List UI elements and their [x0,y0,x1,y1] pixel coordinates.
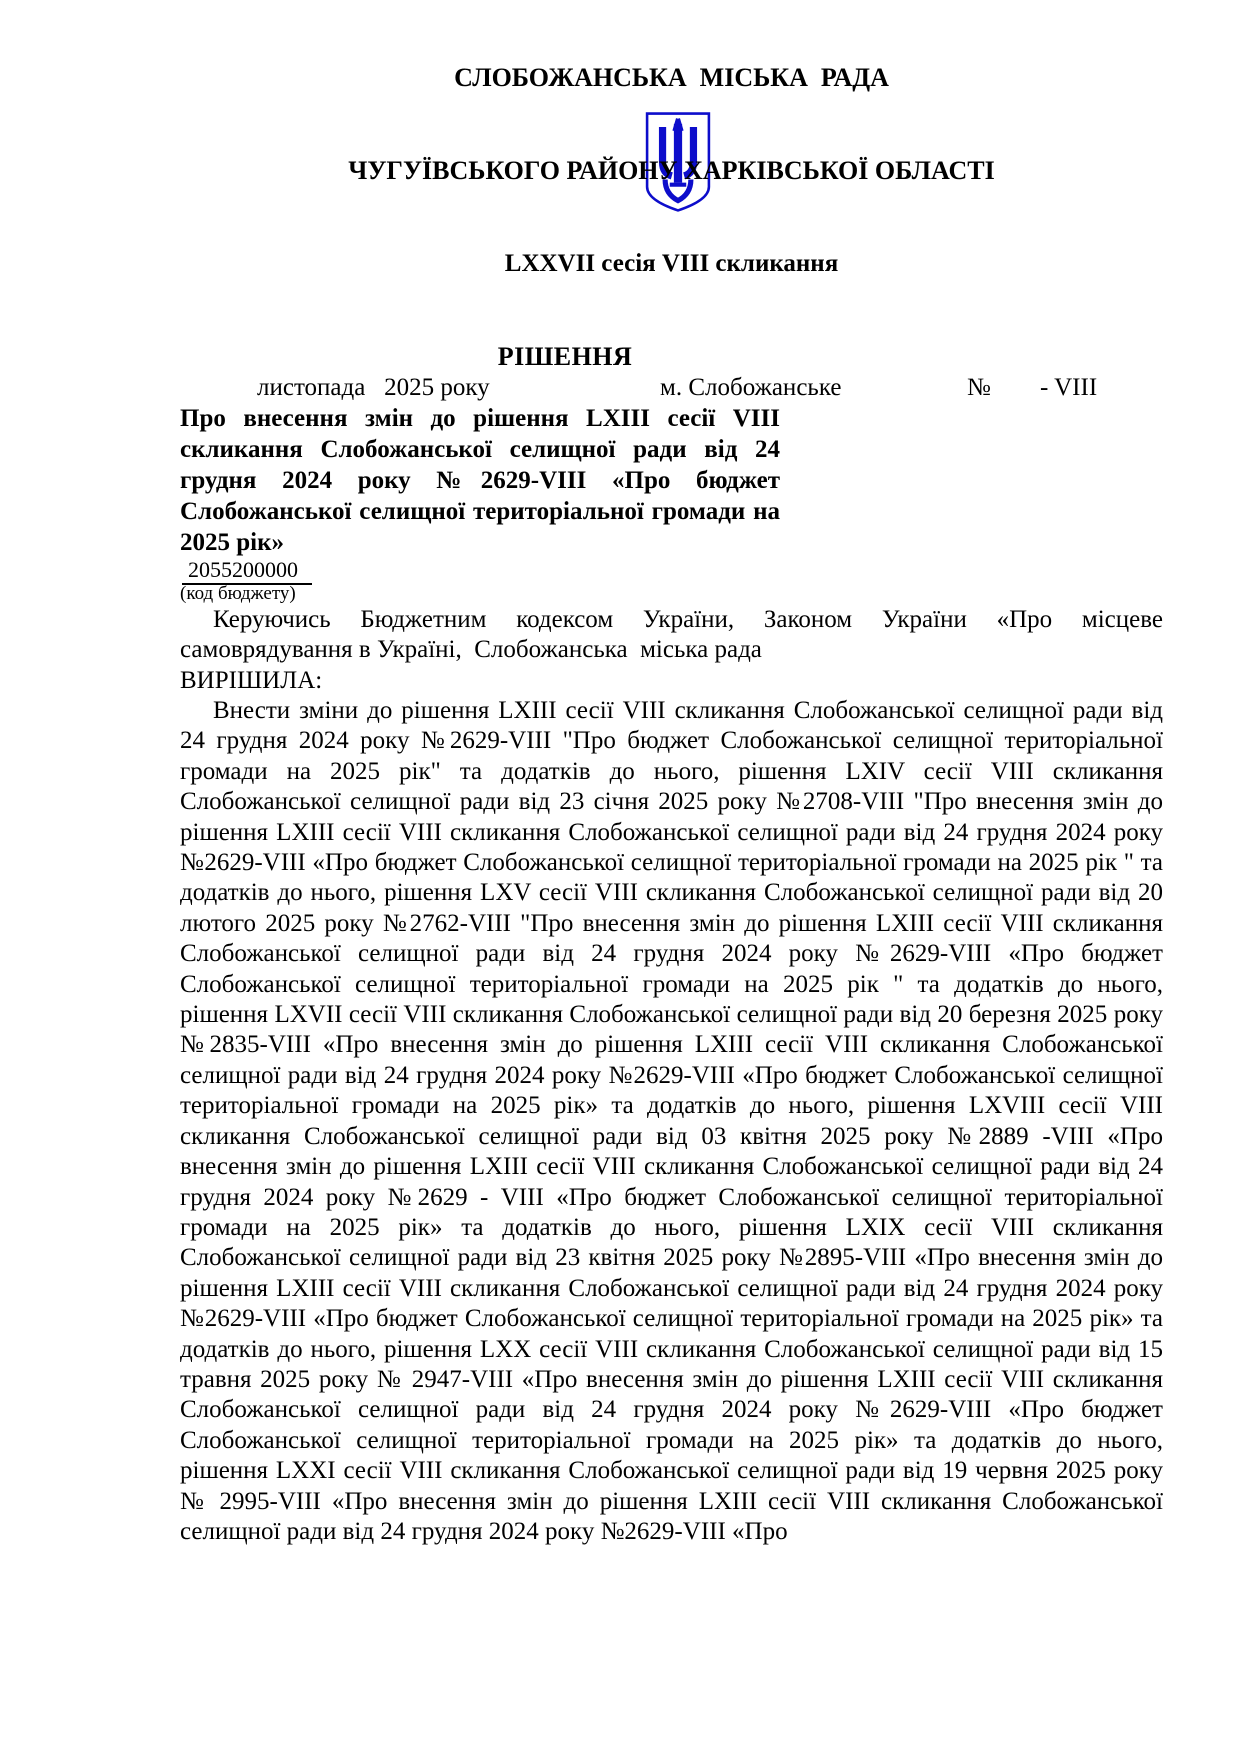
preamble-line-2: самоврядування в Україні, Слобожанська міська рада [180,636,762,663]
number-sign: № [967,374,991,401]
decision-subject-paragraph: Про внесення змін до рішення LXIII сесії VIII скликання Слобожанської селищної ради від 24 грудня 2024 року №2629-VIII «Про бюджет Слобожанської селищної територіальної громади на 2025 рік» [180,405,780,556]
budget-code-value: 2055200000 [182,557,312,585]
document-content-column [180,0,1163,1547]
budget-code-block [180,558,1163,582]
decision-body-paragraph: Внести зміни до рішення LXIII сесії VIII скликання Слобожанської селищної ради від 24 грудня 2024 року №2629-VIII "Про бюджет Слобожанської селищної територіальної громади на 2025 рік" та додатків до нього, рішення LXIV сесії VIII скликання Слобожанської селищної ради від 23 січня 2025 року №2708-VIII "Про внесення змін до рішення LXIII сесії VIII скликання Слобожанської селищної ради від 24 грудня 2024 року №2629-VIII «Про бюджет Слобожанської селищної територіальної громади на 2025 рік " та додатків до нього, рішення LXV сесії VIII скликання Слобожанської селищної ради від 20 лютого 2025 року №2762-VIII "Про внесення змін до рішення LXIII сесії VIII скликання Слобожанської селищної ради від 24 грудня 2024 року №2629-VIII «Про бюджет Слобожанської селищної територіальної громади на 2025 рік " та додатків до нього, рішення LXVII сесії VIII скликання Слобожанської селищної ради від 20 березня 2025 року №2835-VIII «Про внесення змін до рішення LXIII сесії VIII скликання Слобожанської селищної ради від 24 грудня 2024 року №2629-VIII «Про бюджет Слобожанської селищної територіальної громади на 2025 рік» та додатків до нього, рішення LXVIII сесії VIII скликання Слобожанської селищної ради від 03 квітня 2025 року №2889 -VIII «Про внесення змін до рішення LXIII сесії VIII скликання Слобожанської селищної ради від 24 грудня 2024 року №2629 - VIII «Про бюджет Слобожанської селищної територіальної громади на 2025 рік» та додатків до нього, рішення LXIX сесії VIII скликання Слобожанської селищної ради від 23 квітня 2025 року №2895-VIII «Про внесення змін до рішення LXIII сесії VIII скликання Слобожанської селищної ради від 24 грудня 2024 року №2629-VIII «Про бюджет Слобожанської селищної територіальної громади на 2025 рік» та додатків до нього, рішення LXX сесії VIII скликання Слобожанської селищної ради від 15 травня 2025 року № 2947-VIII «Про внесення змін до рішення LXIII сесії VIII скликання Слобожанської селищної ради від 24 грудня 2024 року №2629-VIII «Про бюджет Слобожанської селищної територіальної громади на 2025 рік» та додатків до нього, рішення LXXI сесії VIII скликання Слобожанської селищної ради від 19 червня 2025 року № 2995-VIII «Про внесення змін до рішення LXIII сесії VIII скликання Слобожанської селищної ради від 24 грудня 2024 року №2629-VIII «Про [180,697,1163,1545]
preamble-paragraph [180,605,1163,665]
document-header [180,0,1163,341]
decision-place: м. Слобожанське [660,374,842,401]
budget-code-label: (код бюджету) [180,583,296,604]
district-region-line: ЧУГУЇВСЬКОГО РАЙОНУ ХАРКІВСЬКОЇ ОБЛАСТІ [348,156,995,185]
session-line: LXXVII сесія VIII скликання [504,250,839,277]
preamble-line-1: Керуючись Бюджетним кодексом України, Законом України «Про місцеве [213,606,1163,633]
decision-title: РІШЕННЯ [497,342,633,371]
decision-date: листопада 2025 року [257,374,490,401]
date-place-number-row [180,372,1163,403]
resolved-heading: ВИРІШИЛА: [180,667,323,694]
council-name-line: СЛОБОЖАНСЬКА МІСЬКА РАДА [454,63,889,92]
number-suffix: - VIII [1040,374,1098,401]
